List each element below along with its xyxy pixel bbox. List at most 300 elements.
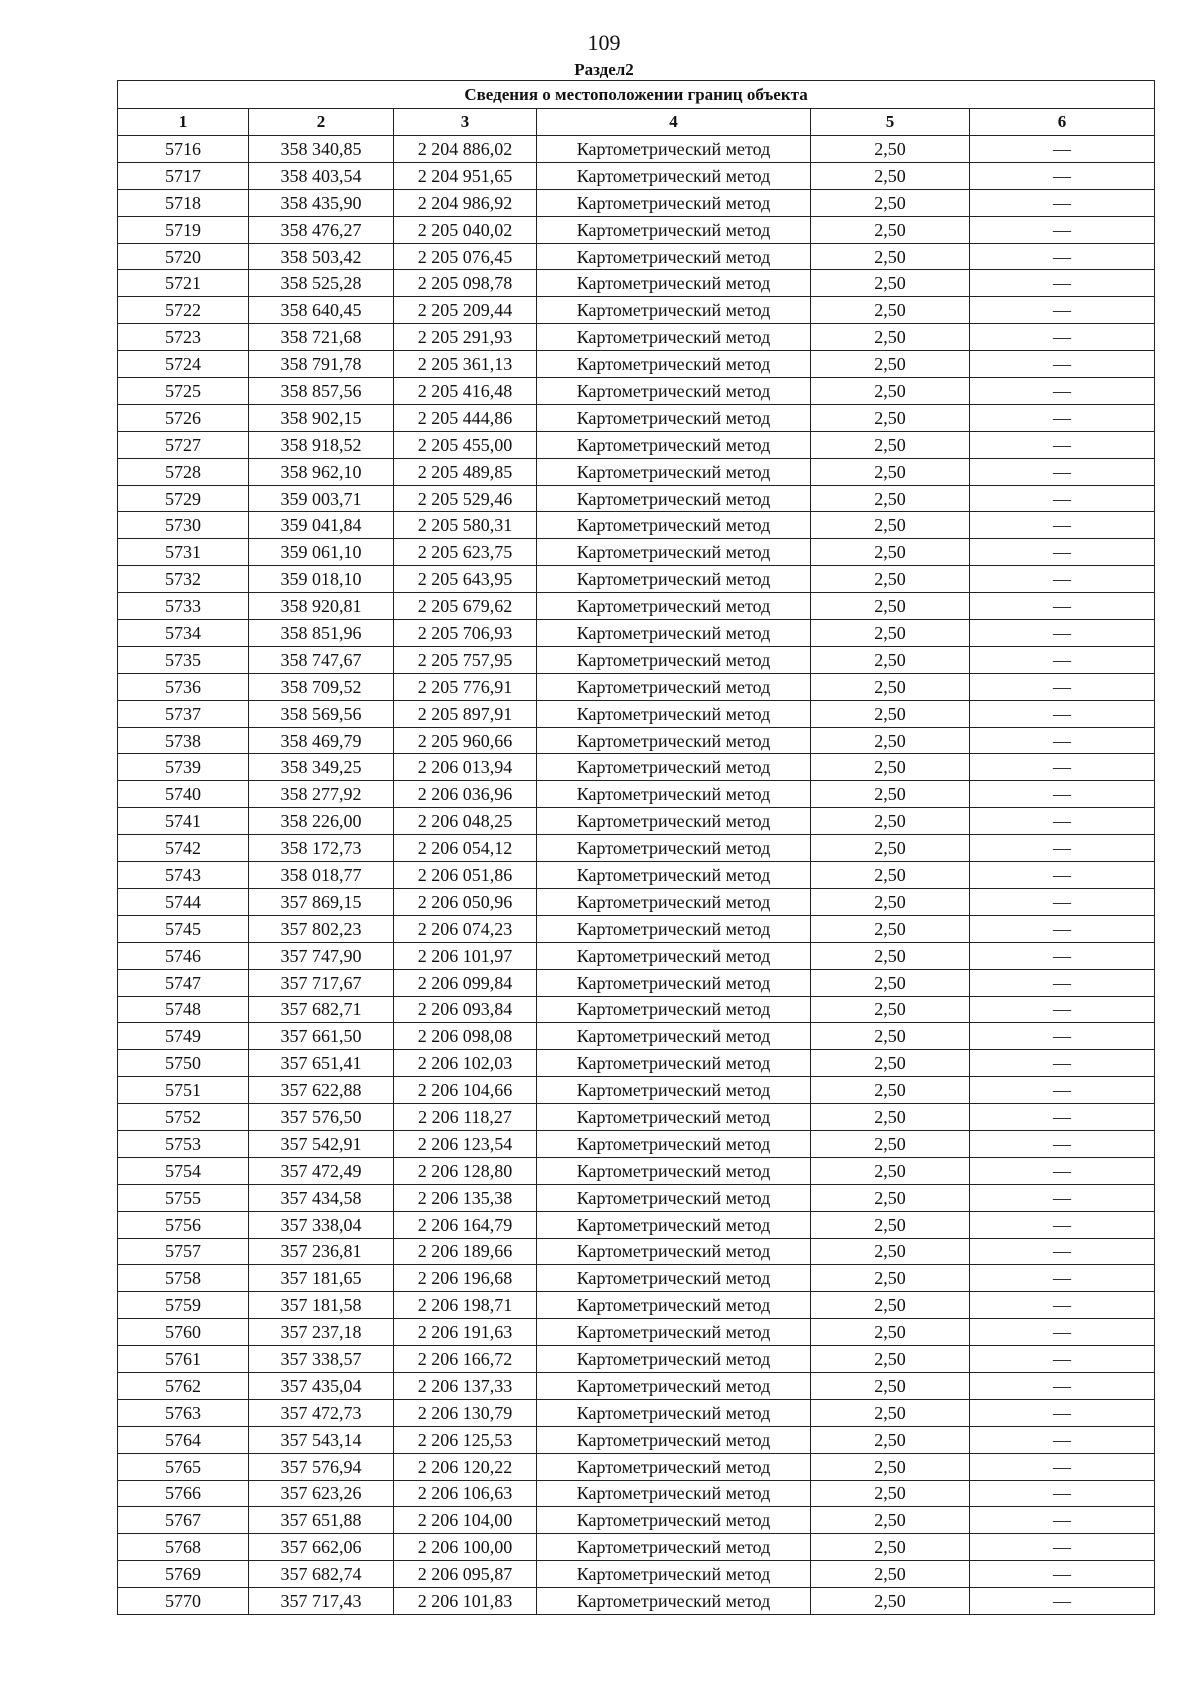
accuracy-cell: 2,50 — [811, 512, 970, 539]
table-row — [118, 1480, 1155, 1507]
accuracy-cell: 2,50 — [811, 673, 970, 700]
y-coordinate-cell: 2 206 101,83 — [394, 1588, 537, 1615]
point-number-cell: 5729 — [118, 485, 249, 512]
point-number-cell: 5758 — [118, 1265, 249, 1292]
x-coordinate-cell: 358 962,10 — [249, 458, 394, 485]
x-coordinate-cell: 357 682,71 — [249, 996, 394, 1023]
x-coordinate-cell: 358 569,56 — [249, 700, 394, 727]
description-cell: — — [970, 136, 1155, 163]
point-number-cell: 5753 — [118, 1130, 249, 1157]
point-number-cell: 5737 — [118, 700, 249, 727]
point-number-cell: 5745 — [118, 915, 249, 942]
page-number: 109 — [587, 30, 621, 55]
table-row — [118, 512, 1155, 539]
y-coordinate-cell: 2 206 104,00 — [394, 1507, 537, 1534]
point-number-cell: 5732 — [118, 566, 249, 593]
column-number-row — [118, 109, 1155, 136]
method-cell: Картометрический метод — [537, 1346, 811, 1373]
table-row — [118, 888, 1155, 915]
method-cell: Картометрический метод — [537, 754, 811, 781]
table-row — [118, 1050, 1155, 1077]
x-coordinate-cell: 357 623,26 — [249, 1480, 394, 1507]
x-coordinate-cell: 357 717,67 — [249, 969, 394, 996]
y-coordinate-cell: 2 206 036,96 — [394, 781, 537, 808]
point-number-cell: 5716 — [118, 136, 249, 163]
description-cell: — — [970, 1453, 1155, 1480]
accuracy-cell: 2,50 — [811, 1130, 970, 1157]
accuracy-cell: 2,50 — [811, 216, 970, 243]
description-cell: — — [970, 1238, 1155, 1265]
x-coordinate-cell: 358 791,78 — [249, 351, 394, 378]
x-coordinate-cell: 357 181,58 — [249, 1292, 394, 1319]
method-cell: Картометрический метод — [537, 1319, 811, 1346]
method-cell: Картометрический метод — [537, 1507, 811, 1534]
point-number-cell: 5722 — [118, 297, 249, 324]
y-coordinate-cell: 2 204 951,65 — [394, 162, 537, 189]
table-row — [118, 1426, 1155, 1453]
x-coordinate-cell: 357 435,04 — [249, 1372, 394, 1399]
table-row — [118, 996, 1155, 1023]
accuracy-cell: 2,50 — [811, 1157, 970, 1184]
point-number-cell: 5762 — [118, 1372, 249, 1399]
x-coordinate-cell: 357 662,06 — [249, 1534, 394, 1561]
x-coordinate-cell: 359 018,10 — [249, 566, 394, 593]
point-number-cell: 5754 — [118, 1157, 249, 1184]
table-row — [118, 1238, 1155, 1265]
y-coordinate-cell: 2 206 093,84 — [394, 996, 537, 1023]
point-number-cell: 5747 — [118, 969, 249, 996]
x-coordinate-cell: 357 651,41 — [249, 1050, 394, 1077]
x-coordinate-cell: 358 349,25 — [249, 754, 394, 781]
x-coordinate-cell: 359 061,10 — [249, 539, 394, 566]
table-row — [118, 378, 1155, 405]
y-coordinate-cell: 2 206 074,23 — [394, 915, 537, 942]
table-row — [118, 754, 1155, 781]
accuracy-cell: 2,50 — [811, 1050, 970, 1077]
table-row — [118, 915, 1155, 942]
method-cell: Картометрический метод — [537, 162, 811, 189]
method-cell: Картометрический метод — [537, 1292, 811, 1319]
description-cell: — — [970, 1023, 1155, 1050]
method-cell: Картометрический метод — [537, 297, 811, 324]
table-row — [118, 808, 1155, 835]
point-number-cell: 5724 — [118, 351, 249, 378]
accuracy-cell: 2,50 — [811, 700, 970, 727]
y-coordinate-cell: 2 205 897,91 — [394, 700, 537, 727]
method-cell: Картометрический метод — [537, 324, 811, 351]
method-cell: Картометрический метод — [537, 136, 811, 163]
accuracy-cell: 2,50 — [811, 1372, 970, 1399]
method-cell: Картометрический метод — [537, 673, 811, 700]
point-number-cell: 5718 — [118, 189, 249, 216]
accuracy-cell: 2,50 — [811, 485, 970, 512]
point-number-cell: 5746 — [118, 942, 249, 969]
accuracy-cell: 2,50 — [811, 942, 970, 969]
accuracy-cell: 2,50 — [811, 593, 970, 620]
point-number-cell: 5761 — [118, 1346, 249, 1373]
description-cell: — — [970, 378, 1155, 405]
method-cell: Картометрический метод — [537, 1399, 811, 1426]
table-row — [118, 1184, 1155, 1211]
description-cell: — — [970, 1372, 1155, 1399]
table-row — [118, 1507, 1155, 1534]
point-number-cell: 5738 — [118, 727, 249, 754]
description-cell: — — [970, 1157, 1155, 1184]
method-cell: Картометрический метод — [537, 1453, 811, 1480]
method-cell: Картометрический метод — [537, 781, 811, 808]
x-coordinate-cell: 357 237,18 — [249, 1319, 394, 1346]
y-coordinate-cell: 2 206 101,97 — [394, 942, 537, 969]
method-cell: Картометрический метод — [537, 458, 811, 485]
point-number-cell: 5750 — [118, 1050, 249, 1077]
column-number: 5 — [811, 109, 970, 136]
x-coordinate-cell: 357 338,04 — [249, 1211, 394, 1238]
x-coordinate-cell: 358 902,15 — [249, 404, 394, 431]
point-number-cell: 5733 — [118, 593, 249, 620]
point-number-cell: 5756 — [118, 1211, 249, 1238]
accuracy-cell: 2,50 — [811, 996, 970, 1023]
method-cell: Картометрический метод — [537, 1265, 811, 1292]
accuracy-cell: 2,50 — [811, 1426, 970, 1453]
point-number-cell: 5721 — [118, 270, 249, 297]
point-number-cell: 5768 — [118, 1534, 249, 1561]
description-cell: — — [970, 1130, 1155, 1157]
point-number-cell: 5740 — [118, 781, 249, 808]
description-cell: — — [970, 297, 1155, 324]
point-number-cell: 5770 — [118, 1588, 249, 1615]
x-coordinate-cell: 358 747,67 — [249, 646, 394, 673]
method-cell: Картометрический метод — [537, 378, 811, 405]
table-row — [118, 942, 1155, 969]
method-cell: Картометрический метод — [537, 431, 811, 458]
y-coordinate-cell: 2 205 098,78 — [394, 270, 537, 297]
table-row — [118, 646, 1155, 673]
description-cell: — — [970, 270, 1155, 297]
accuracy-cell: 2,50 — [811, 270, 970, 297]
point-number-cell: 5742 — [118, 835, 249, 862]
table-row — [118, 1588, 1155, 1615]
x-coordinate-cell: 359 003,71 — [249, 485, 394, 512]
table-row — [118, 620, 1155, 647]
method-cell: Картометрический метод — [537, 888, 811, 915]
point-number-cell: 5751 — [118, 1077, 249, 1104]
method-cell: Картометрический метод — [537, 270, 811, 297]
description-cell: — — [970, 1399, 1155, 1426]
x-coordinate-cell: 357 802,23 — [249, 915, 394, 942]
table-row — [118, 566, 1155, 593]
y-coordinate-cell: 2 206 102,03 — [394, 1050, 537, 1077]
accuracy-cell: 2,50 — [811, 189, 970, 216]
x-coordinate-cell: 358 525,28 — [249, 270, 394, 297]
accuracy-cell: 2,50 — [811, 351, 970, 378]
description-cell: — — [970, 888, 1155, 915]
y-coordinate-cell: 2 205 679,62 — [394, 593, 537, 620]
accuracy-cell: 2,50 — [811, 162, 970, 189]
y-coordinate-cell: 2 205 291,93 — [394, 324, 537, 351]
x-coordinate-cell: 357 543,14 — [249, 1426, 394, 1453]
y-coordinate-cell: 2 206 125,53 — [394, 1426, 537, 1453]
description-cell: — — [970, 835, 1155, 862]
table-row — [118, 1372, 1155, 1399]
y-coordinate-cell: 2 205 455,00 — [394, 431, 537, 458]
accuracy-cell: 2,50 — [811, 915, 970, 942]
x-coordinate-cell: 357 869,15 — [249, 888, 394, 915]
y-coordinate-cell: 2 205 416,48 — [394, 378, 537, 405]
table-row — [118, 297, 1155, 324]
accuracy-cell: 2,50 — [811, 781, 970, 808]
x-coordinate-cell: 358 851,96 — [249, 620, 394, 647]
accuracy-cell: 2,50 — [811, 1023, 970, 1050]
y-coordinate-cell: 2 206 137,33 — [394, 1372, 537, 1399]
y-coordinate-cell: 2 206 118,27 — [394, 1104, 537, 1131]
description-cell: — — [970, 700, 1155, 727]
section-title: Раздел2 — [574, 60, 634, 79]
y-coordinate-cell: 2 205 444,86 — [394, 404, 537, 431]
method-cell: Картометрический метод — [537, 1157, 811, 1184]
description-cell: — — [970, 620, 1155, 647]
accuracy-cell: 2,50 — [811, 835, 970, 862]
table-row — [118, 835, 1155, 862]
accuracy-cell: 2,50 — [811, 969, 970, 996]
y-coordinate-cell: 2 205 960,66 — [394, 727, 537, 754]
table-row — [118, 243, 1155, 270]
x-coordinate-cell: 358 435,90 — [249, 189, 394, 216]
y-coordinate-cell: 2 206 128,80 — [394, 1157, 537, 1184]
table-row — [118, 1211, 1155, 1238]
x-coordinate-cell: 358 709,52 — [249, 673, 394, 700]
method-cell: Картометрический метод — [537, 1480, 811, 1507]
table-row — [118, 136, 1155, 163]
method-cell: Картометрический метод — [537, 1104, 811, 1131]
point-number-cell: 5741 — [118, 808, 249, 835]
x-coordinate-cell: 358 857,56 — [249, 378, 394, 405]
point-number-cell: 5765 — [118, 1453, 249, 1480]
x-coordinate-cell: 358 503,42 — [249, 243, 394, 270]
accuracy-cell: 2,50 — [811, 566, 970, 593]
description-cell: — — [970, 1211, 1155, 1238]
accuracy-cell: 2,50 — [811, 1104, 970, 1131]
description-cell: — — [970, 1426, 1155, 1453]
description-cell: — — [970, 351, 1155, 378]
x-coordinate-cell: 358 403,54 — [249, 162, 394, 189]
y-coordinate-cell: 2 206 104,66 — [394, 1077, 537, 1104]
table-row — [118, 700, 1155, 727]
accuracy-cell: 2,50 — [811, 539, 970, 566]
y-coordinate-cell: 2 204 886,02 — [394, 136, 537, 163]
table-row — [118, 458, 1155, 485]
method-cell: Картометрический метод — [537, 1077, 811, 1104]
description-cell: — — [970, 1265, 1155, 1292]
accuracy-cell: 2,50 — [811, 1265, 970, 1292]
x-coordinate-cell: 359 041,84 — [249, 512, 394, 539]
method-cell: Картометрический метод — [537, 942, 811, 969]
y-coordinate-cell: 2 206 106,63 — [394, 1480, 537, 1507]
table-row — [118, 216, 1155, 243]
description-cell: — — [970, 189, 1155, 216]
method-cell: Картометрический метод — [537, 539, 811, 566]
table-row — [118, 1077, 1155, 1104]
y-coordinate-cell: 2 205 623,75 — [394, 539, 537, 566]
accuracy-cell: 2,50 — [811, 378, 970, 405]
table-row — [118, 862, 1155, 889]
x-coordinate-cell: 358 640,45 — [249, 297, 394, 324]
method-cell: Картометрический метод — [537, 404, 811, 431]
boundary-coordinates-table — [117, 80, 1155, 1615]
x-coordinate-cell: 358 920,81 — [249, 593, 394, 620]
x-coordinate-cell: 358 226,00 — [249, 808, 394, 835]
description-cell: — — [970, 996, 1155, 1023]
point-number-cell: 5723 — [118, 324, 249, 351]
y-coordinate-cell: 2 205 643,95 — [394, 566, 537, 593]
method-cell: Картометрический метод — [537, 485, 811, 512]
point-number-cell: 5759 — [118, 1292, 249, 1319]
method-cell: Картометрический метод — [537, 189, 811, 216]
x-coordinate-cell: 358 277,92 — [249, 781, 394, 808]
accuracy-cell: 2,50 — [811, 243, 970, 270]
accuracy-cell: 2,50 — [811, 1346, 970, 1373]
table-row — [118, 1104, 1155, 1131]
y-coordinate-cell: 2 206 130,79 — [394, 1399, 537, 1426]
method-cell: Картометрический метод — [537, 1023, 811, 1050]
method-cell: Картометрический метод — [537, 1211, 811, 1238]
y-coordinate-cell: 2 206 095,87 — [394, 1561, 537, 1588]
method-cell: Картометрический метод — [537, 216, 811, 243]
x-coordinate-cell: 357 181,65 — [249, 1265, 394, 1292]
method-cell: Картометрический метод — [537, 835, 811, 862]
y-coordinate-cell: 2 205 209,44 — [394, 297, 537, 324]
accuracy-cell: 2,50 — [811, 1507, 970, 1534]
description-cell: — — [970, 1588, 1155, 1615]
point-number-cell: 5719 — [118, 216, 249, 243]
point-number-cell: 5769 — [118, 1561, 249, 1588]
method-cell: Картометрический метод — [537, 1426, 811, 1453]
table-caption: Сведения о местоположении границ объекта — [118, 81, 1155, 109]
column-number: 1 — [118, 109, 249, 136]
table-row — [118, 431, 1155, 458]
accuracy-cell: 2,50 — [811, 862, 970, 889]
x-coordinate-cell: 357 682,74 — [249, 1561, 394, 1588]
method-cell: Картометрический метод — [537, 243, 811, 270]
x-coordinate-cell: 358 469,79 — [249, 727, 394, 754]
accuracy-cell: 2,50 — [811, 808, 970, 835]
method-cell: Картометрический метод — [537, 1238, 811, 1265]
method-cell: Картометрический метод — [537, 1050, 811, 1077]
table-row — [118, 1130, 1155, 1157]
y-coordinate-cell: 2 206 050,96 — [394, 888, 537, 915]
x-coordinate-cell: 357 236,81 — [249, 1238, 394, 1265]
table-row — [118, 404, 1155, 431]
y-coordinate-cell: 2 205 040,02 — [394, 216, 537, 243]
x-coordinate-cell: 357 472,49 — [249, 1157, 394, 1184]
method-cell: Картометрический метод — [537, 969, 811, 996]
y-coordinate-cell: 2 206 135,38 — [394, 1184, 537, 1211]
point-number-cell: 5734 — [118, 620, 249, 647]
point-number-cell: 5717 — [118, 162, 249, 189]
accuracy-cell: 2,50 — [811, 1399, 970, 1426]
y-coordinate-cell: 2 206 166,72 — [394, 1346, 537, 1373]
column-number: 2 — [249, 109, 394, 136]
column-number: 3 — [394, 109, 537, 136]
point-number-cell: 5725 — [118, 378, 249, 405]
x-coordinate-cell: 357 576,94 — [249, 1453, 394, 1480]
description-cell: — — [970, 162, 1155, 189]
accuracy-cell: 2,50 — [811, 1211, 970, 1238]
description-cell: — — [970, 1292, 1155, 1319]
description-cell: — — [970, 1184, 1155, 1211]
accuracy-cell: 2,50 — [811, 1292, 970, 1319]
y-coordinate-cell: 2 205 706,93 — [394, 620, 537, 647]
description-cell: — — [970, 216, 1155, 243]
point-number-cell: 5727 — [118, 431, 249, 458]
table-row — [118, 539, 1155, 566]
description-cell: — — [970, 593, 1155, 620]
description-cell: — — [970, 485, 1155, 512]
table-row — [118, 727, 1155, 754]
y-coordinate-cell: 2 206 191,63 — [394, 1319, 537, 1346]
y-coordinate-cell: 2 206 098,08 — [394, 1023, 537, 1050]
method-cell: Картометрический метод — [537, 1561, 811, 1588]
point-number-cell: 5752 — [118, 1104, 249, 1131]
table-row — [118, 189, 1155, 216]
table-row — [118, 1265, 1155, 1292]
method-cell: Картометрический метод — [537, 1130, 811, 1157]
accuracy-cell: 2,50 — [811, 1588, 970, 1615]
description-cell: — — [970, 646, 1155, 673]
y-coordinate-cell: 2 206 013,94 — [394, 754, 537, 781]
table-row — [118, 270, 1155, 297]
accuracy-cell: 2,50 — [811, 1453, 970, 1480]
point-number-cell: 5757 — [118, 1238, 249, 1265]
y-coordinate-cell: 2 206 120,22 — [394, 1453, 537, 1480]
accuracy-cell: 2,50 — [811, 1561, 970, 1588]
table-row — [118, 969, 1155, 996]
point-number-cell: 5736 — [118, 673, 249, 700]
description-cell: — — [970, 1561, 1155, 1588]
method-cell: Картометрический метод — [537, 593, 811, 620]
method-cell: Картометрический метод — [537, 996, 811, 1023]
method-cell: Картометрический метод — [537, 915, 811, 942]
x-coordinate-cell: 357 542,91 — [249, 1130, 394, 1157]
point-number-cell: 5730 — [118, 512, 249, 539]
method-cell: Картометрический метод — [537, 862, 811, 889]
x-coordinate-cell: 358 340,85 — [249, 136, 394, 163]
point-number-cell: 5749 — [118, 1023, 249, 1050]
accuracy-cell: 2,50 — [811, 1184, 970, 1211]
y-coordinate-cell: 2 205 361,13 — [394, 351, 537, 378]
x-coordinate-cell: 358 721,68 — [249, 324, 394, 351]
accuracy-cell: 2,50 — [811, 754, 970, 781]
x-coordinate-cell: 357 661,50 — [249, 1023, 394, 1050]
method-cell: Картометрический метод — [537, 646, 811, 673]
method-cell: Картометрический метод — [537, 351, 811, 378]
description-cell: — — [970, 1534, 1155, 1561]
description-cell: — — [970, 969, 1155, 996]
table-row — [118, 1534, 1155, 1561]
y-coordinate-cell: 2 206 123,54 — [394, 1130, 537, 1157]
description-cell: — — [970, 566, 1155, 593]
accuracy-cell: 2,50 — [811, 1480, 970, 1507]
x-coordinate-cell: 357 338,57 — [249, 1346, 394, 1373]
point-number-cell: 5760 — [118, 1319, 249, 1346]
table-row — [118, 162, 1155, 189]
y-coordinate-cell: 2 206 164,79 — [394, 1211, 537, 1238]
table-row — [118, 1453, 1155, 1480]
y-coordinate-cell: 2 206 196,68 — [394, 1265, 537, 1292]
table-row — [118, 1023, 1155, 1050]
x-coordinate-cell: 358 918,52 — [249, 431, 394, 458]
method-cell: Картометрический метод — [537, 512, 811, 539]
y-coordinate-cell: 2 206 198,71 — [394, 1292, 537, 1319]
